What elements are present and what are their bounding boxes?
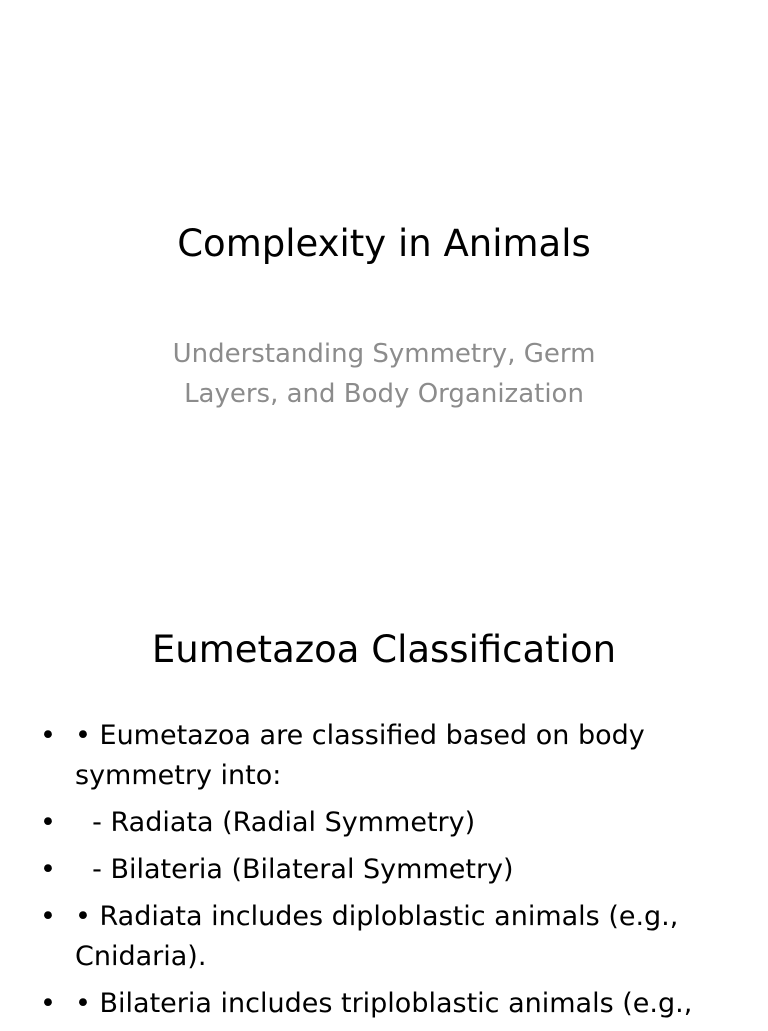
bullet-icon: • <box>40 901 56 932</box>
list-item <box>40 716 740 796</box>
bullet-icon: • <box>40 720 56 751</box>
bullet-icon: • <box>40 854 56 885</box>
bullet-text: - Radiata (Radial Symmetry) <box>75 807 476 838</box>
list-item <box>40 803 740 843</box>
slide-title: Complexity in Animals <box>177 222 591 265</box>
content-slide <box>0 576 768 1024</box>
slide-subtitle: Understanding Symmetry, Germ Layers, and Body Organization <box>172 339 596 409</box>
bullet-text: • Eumetazoa are classified based on body symmetry into: <box>75 720 645 791</box>
list-item <box>40 897 740 977</box>
list-item <box>40 984 740 1024</box>
bullet-text: - Bilateria (Bilateral Symmetry) <box>75 854 514 885</box>
list-item <box>40 850 740 890</box>
bullet-icon: • <box>40 807 56 838</box>
bullet-list <box>40 716 740 1031</box>
bullet-text: • Bilateria includes triploblastic animals (e.g., <box>75 988 693 1019</box>
bullet-icon: • <box>40 988 56 1019</box>
bullet-text: • Radiata includes diploblastic animals (e.g., Cnidaria). <box>75 901 679 972</box>
slide-title: Eumetazoa Classification <box>151 628 617 671</box>
